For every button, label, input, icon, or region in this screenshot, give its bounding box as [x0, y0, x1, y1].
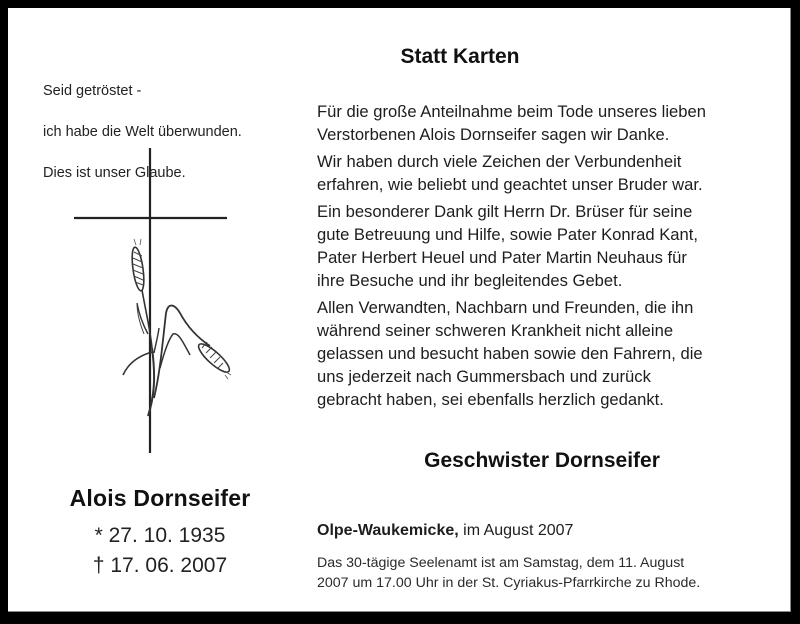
- place-date-line: [317, 522, 573, 540]
- heading-statt-karten: Statt Karten: [400, 45, 520, 68]
- motto-line: Seid getröstet -: [43, 82, 142, 99]
- text-line: gute Betreuung und Hilfe, sowie Pater Konrad Kant,: [317, 225, 698, 244]
- text-line: Für die große Anteilnahme beim Tode unseres lieben: [317, 102, 706, 121]
- death-date: † 17. 06. 2007: [92, 554, 228, 577]
- text-line: Pater Herbert Heuel und Pater Martin Neuhaus für: [317, 248, 687, 267]
- text-line: uns jederzeit nach Gummersbach und zurück: [317, 367, 651, 386]
- cross-with-wheat-icon: [68, 148, 248, 463]
- paragraph: [317, 296, 797, 411]
- paragraph: [317, 150, 797, 196]
- text-line: Wir haben durch viele Zeichen der Verbundenheit: [317, 152, 682, 171]
- text-line: Allen Verwandten, Nachbarn und Freunden, die ihn: [317, 298, 694, 317]
- motto-line: ich habe die Welt überwunden.: [43, 123, 242, 140]
- text-line: Verstorbenen Alois Dornseifer sagen wir Danke.: [317, 125, 670, 144]
- text-line: 2007 um 17.00 Uhr in der St. Cyriakus-Pfarrkirche zu Rhode.: [317, 575, 701, 591]
- requiem-notice: [317, 553, 700, 593]
- place-date: im August 2007: [458, 522, 574, 539]
- obituary-card: [8, 8, 791, 612]
- text-line: Ein besonderer Dank gilt Herrn Dr. Brüser für seine: [317, 202, 693, 221]
- paragraph: [317, 100, 797, 146]
- motto-line: Dies ist unser Glaube.: [43, 164, 186, 181]
- text-line: gebracht haben, sei ebenfalls herzlich gedankt.: [317, 390, 664, 409]
- place-name: Olpe-Waukemicke,: [317, 522, 459, 539]
- signature-family: Geschwister Dornseifer: [424, 449, 660, 472]
- text-line: gelassen und besucht haben sowie den Fahrern, die: [317, 344, 703, 363]
- text-line: während seiner schweren Krankheit nicht alleine: [317, 321, 674, 340]
- text-line: Das 30-tägige Seelenamt ist am Samstag, dem 11. August: [317, 555, 685, 571]
- thank-you-text: [317, 100, 797, 415]
- birth-date: * 27. 10. 1935: [94, 524, 226, 547]
- text-line: ihre Besuche und ihr begleitendes Gebet.: [317, 271, 623, 290]
- deceased-name: Alois Dornseifer: [69, 485, 251, 511]
- text-line: erfahren, wie beliebt und geachtet unser Bruder war.: [317, 175, 703, 194]
- paragraph: [317, 200, 797, 292]
